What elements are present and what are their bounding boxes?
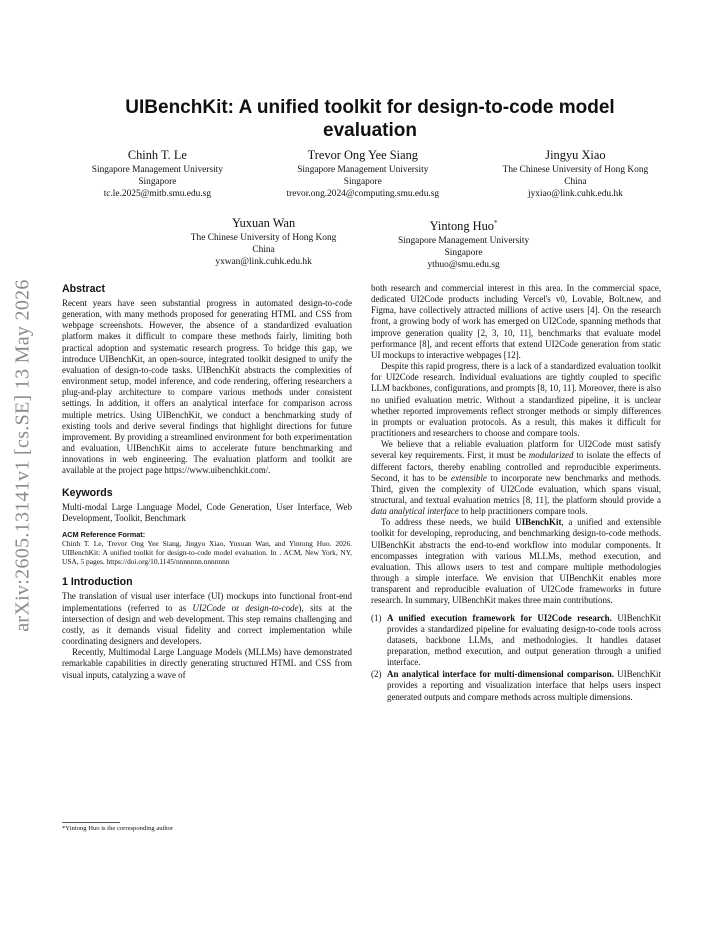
author-block: [503, 148, 649, 200]
author-block: [191, 216, 337, 271]
list-text: An analytical interface for multi-dimensional comparison. UIBenchKit provides a reporting and visualization interface that helps users inspect generated outputs and compare methods across multiple dimensions.: [387, 669, 661, 702]
author-block: [286, 148, 439, 200]
keywords-heading: Keywords: [62, 486, 113, 499]
author-name: Yuxuan Wan: [232, 216, 296, 230]
keywords-text: Multi-modal Large Language Model, Code Generation, User Interface, Web Development, Toolkit, Benchmark: [62, 501, 352, 523]
list-item: [371, 613, 661, 669]
intro-paragraph-4: We believe that a reliable evaluation platform for UI2Code must satisfy several key requirements. First, it must be modularized to isolate the effects of different factors, thereby enabling controlled and reproducible experiments. Second, it has to be extensible to incorporate new benchmarks and methods. Third, given the complexity of UI2Code evaluation, which spans visual, structural, and textual evaluation metrics [8, 11], the platform should provide a data analytical interface to help practitioners compare tools.: [371, 439, 661, 517]
author-affiliation: Singapore Management University: [91, 165, 223, 175]
list-number: (2): [371, 669, 382, 680]
abstract-text: Recent years have seen substantial progress in automated design-to-code generation, with many methods proposed for generating HTML and CSS from webpage screenshots. However, the absence of a standardized evaluation platform makes it difficult to compare these methods fairly, limiting both practical adoption and systematic research progress. To bridge this gap, we introduce UIBenchKit, an open-source, integrated toolkit designed to unify the evaluation of design-to-code tasks. UIBenchKit abstracts the complexities of environment setup, model inference, and code rendering, offering researchers a plug-and-play architecture to compare various methods under consistent settings. In addition, it offers an analytical interface for comparison across multiple metrics. Using UIBenchKit, we conduct a benchmarking study of existing tools and derive several findings that highlight directions for future improvement. By providing a streamlined environment for both experimentation and evaluation, UIBenchKit aims to accelerate future benchmarking and innovations in web engineering. The evaluation platform and toolkit are available at the project page https://www.uibenchkit.com/.: [62, 298, 352, 476]
intro-paragraph-3: Despite this rapid progress, there is a lack of a standardized evaluation toolkit for UI2Code research. Individual evaluations are tightly coupled to specific LLM backbones, configurations, and prompts [8, 10, 11]. Moreover, there is also no unified evaluation metric. Without a standardized pipeline, it is unclear whether reported improvements reflect stronger methods or simply differences in prompts or evaluation protocols. As a result, this makes it difficult for practitioners and researchers to choose and compare tools.: [371, 361, 661, 439]
list-text: A unified execution framework for UI2Code research. UIBenchKit provides a standardized pipeline for evaluating design-to-code tools across datasets, backbone LLMs, and methodologies. It handles dataset preparation, method execution, and output generation through a unified interface.: [387, 612, 662, 668]
abstract-heading: Abstract: [62, 283, 105, 295]
paper-title: UIBenchKit: A unified toolkit for design-to-code model evaluation: [125, 97, 615, 141]
author-name: Trevor Ong Yee Siang: [307, 148, 418, 162]
author-affiliation: Singapore Management University: [397, 236, 530, 247]
intro-paragraph-5: To address these needs, we build UIBenchKit, a unified and extensible toolkit for developing, reproducing, and benchmarking design-to-code methods. UIBenchKit abstracts the end-to-end workflow into modular components. It encompasses integration with various MLLMs, method execution, and evaluation. This allows users to test and compare multiple methodologies through a simple interface. We envision that UIBenchKit enables more transparent and reproducible evaluation of UI2Code frameworks in future research. In summary, UIBenchKit makes three main contributions.: [371, 517, 661, 606]
list-number: (1): [371, 612, 382, 623]
author-affiliation: Singapore Management University: [297, 165, 429, 175]
footnote-rule: [62, 822, 120, 823]
author-country: Singapore: [343, 177, 382, 187]
author-row-2: [160, 216, 560, 271]
author-block: [398, 216, 529, 271]
author-country: Singapore: [138, 177, 177, 187]
right-column: [371, 283, 661, 703]
acm-reference-text: Chinh T. Le, Trevor Ong Yee Siang, Jingyu Xiao, Yuxuan Wan, and Yintong Huo. 2026. UIBenchKit: A unified toolkit for design-to-code model evaluation. In . ACM, New York, NY, USA, 5 pages. https://doi.org/10.1145/nnnnnnn.nnnnnnn: [62, 538, 352, 567]
author-affiliation: The Chinese University of Hong Kong: [502, 165, 649, 175]
left-column: [62, 283, 352, 681]
author-email: yxwan@link.cuhk.edu.hk: [215, 257, 312, 267]
author-name: Chinh T. Le: [127, 148, 187, 162]
intro-paragraph-1: The translation of visual user interface (UI) mockups into functional front-end implementations (referred to as UI2Code or design-to-code), sits at the intersection of design and web development. This step remains challenging and costly, as it demands visual fidelity and correct implementation while coordinating designers and developers.: [62, 591, 352, 647]
intro-paragraph-2: Recently, Multimodal Large Language Models (MLLMs) have demonstrated remarkable capabilities in directly generating structured HTML and CSS from visual inputs, catalyzing a wave of: [62, 647, 352, 680]
corresponding-author-mark: *: [494, 219, 498, 227]
author-name: Jingyu Xiao: [545, 148, 606, 162]
footnote: *Yintong Huo is the corresponding author: [62, 825, 174, 832]
author-country: Singapore: [444, 248, 483, 259]
arxiv-identifier: arXiv:2605.13141v1 [cs.SE] 13 May 2026: [11, 278, 34, 632]
acm-reference-heading: ACM Reference Format:: [62, 529, 146, 539]
list-item: [371, 669, 661, 702]
introduction-heading: 1 Introduction: [62, 576, 133, 589]
author-country: China: [252, 245, 275, 255]
author-row-1: [60, 148, 680, 200]
author-block: [92, 148, 223, 200]
author-email: tc.le.2025@mitb.smu.edu.sg: [103, 189, 212, 199]
author-email: trevor.ong.2024@computing.smu.edu.sg: [286, 189, 440, 199]
author-affiliation: The Chinese University of Hong Kong: [190, 233, 337, 243]
intro-paragraph-2-continued: both research and commercial interest in this area. In the commercial space, dedicated UI2Code products including Vercel's v0, Lovable, Bolt.new, and Figma, have collectively attracted millions of active users [4]. On the research front, a growing body of work has emerged on UI2Code, spanning methods that improve generation quality [2, 3, 10, 11], benchmarks that evaluate model performance [8], and recent efforts that extend UI2Code generation from static UI mockups to interactive webpages [12].: [371, 283, 661, 360]
author-email: jyxiao@link.cuhk.edu.hk: [528, 189, 623, 199]
author-country: China: [564, 177, 587, 187]
contributions-list: [371, 613, 661, 703]
author-email: ythuo@smu.edu.sg: [427, 260, 500, 271]
author-name: Yintong Huo*: [429, 219, 498, 234]
